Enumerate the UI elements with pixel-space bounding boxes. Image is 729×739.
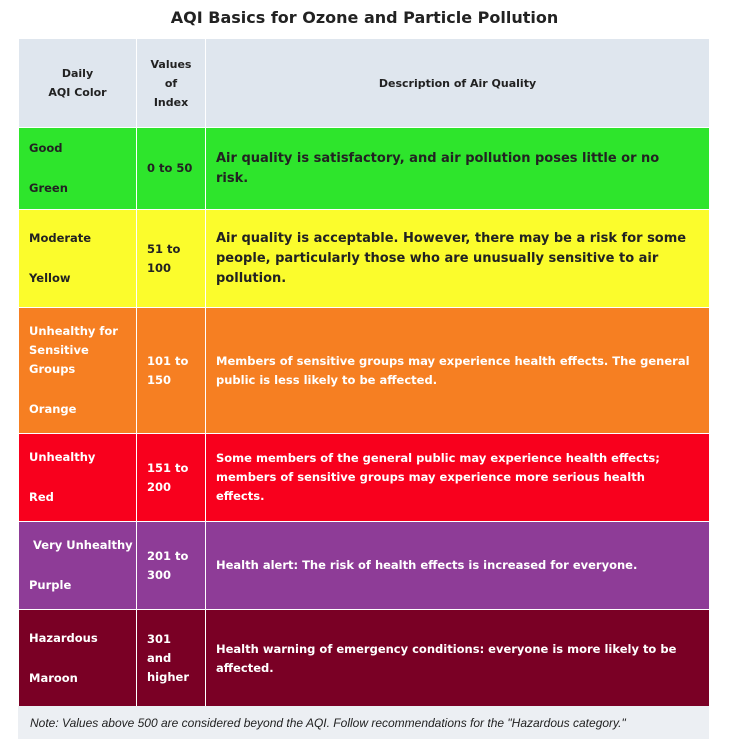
aqi-description: Members of sensitive groups may experience health effects. The general public is less likely to be affected. — [206, 308, 710, 434]
table-header-row — [19, 39, 710, 128]
table-row — [19, 128, 710, 210]
aqi-level-name: Groups — [29, 362, 76, 376]
aqi-color-name: Orange — [29, 402, 77, 416]
aqi-description: Some members of the general public may experience health effects; members of sensitive groups may experience more serious health effects. — [206, 434, 710, 522]
aqi-description: Air quality is satisfactory, and air pollution poses little or no risk. — [206, 128, 710, 210]
aqi-values-cell — [137, 210, 206, 308]
table-row — [19, 610, 710, 708]
aqi-level-name: Good — [29, 141, 63, 155]
header-col2-line: Values — [150, 57, 192, 71]
aqi-table — [18, 38, 710, 708]
aqi-color-name: Green — [29, 181, 68, 195]
aqi-level-name: Very Unhealthy — [29, 538, 133, 552]
aqi-level-cell — [19, 308, 137, 434]
aqi-value-range: 101 to — [147, 353, 189, 368]
header-col1-line: AQI Color — [48, 86, 107, 99]
header-values-of-index — [137, 39, 206, 128]
aqi-value-range: 201 to — [147, 548, 189, 563]
spacer — [29, 379, 126, 400]
aqi-values-cell — [137, 434, 206, 522]
aqi-description: Health alert: The risk of health effects is increased for everyone. — [206, 522, 710, 610]
aqi-level-name: Moderate — [29, 231, 92, 245]
header-col1-line: Daily — [61, 67, 94, 80]
footnote: Note: Values above 500 are considered beyond the AQI. Follow recommendations for the "Hazardous category." — [18, 706, 709, 739]
aqi-values-cell — [137, 128, 206, 210]
spacer — [29, 158, 126, 179]
table-row — [19, 522, 710, 610]
header-daily-aqi-color — [19, 39, 137, 128]
aqi-value-range: 151 to — [147, 460, 189, 475]
aqi-level-name: Hazardous — [29, 631, 98, 645]
aqi-values-cell — [137, 308, 206, 434]
aqi-value-range: 300 — [147, 567, 172, 582]
spacer — [29, 555, 126, 576]
header-col2-line: Index — [153, 95, 189, 109]
table-row — [19, 434, 710, 522]
aqi-value-range: 200 — [147, 479, 172, 494]
table-row — [19, 308, 710, 434]
aqi-level-name: Sensitive — [29, 343, 89, 357]
aqi-color-name: Yellow — [29, 271, 71, 285]
aqi-description: Health warning of emergency conditions: everyone is more likely to be affected. — [206, 610, 710, 708]
page-title: AQI Basics for Ozone and Particle Pollution — [170, 8, 559, 27]
aqi-color-name: Purple — [29, 578, 72, 592]
aqi-color-name: Red — [29, 490, 54, 504]
aqi-value-range: 51 to — [147, 241, 181, 256]
spacer — [29, 648, 126, 669]
header-description: Description of Air Quality — [206, 39, 710, 128]
aqi-value-range: 0 to 50 — [147, 161, 193, 175]
aqi-value-range: 301 and — [147, 632, 172, 665]
aqi-value-range: 100 — [147, 260, 172, 275]
spacer — [29, 248, 126, 269]
aqi-value-range: 150 — [147, 372, 172, 387]
aqi-level-cell — [19, 128, 137, 210]
aqi-level-cell — [19, 522, 137, 610]
aqi-values-cell — [137, 610, 206, 708]
aqi-description: Air quality is acceptable. However, there may be a risk for some people, particularly those who are unusually sensitive to air pollution. — [206, 210, 710, 308]
aqi-value-range: higher — [147, 670, 190, 684]
aqi-color-name: Maroon — [29, 671, 78, 685]
aqi-level-name: Unhealthy for — [29, 324, 118, 338]
spacer — [29, 467, 126, 488]
header-col2-line: of — [164, 76, 178, 90]
aqi-level-name: Unhealthy — [29, 450, 96, 464]
aqi-level-cell — [19, 610, 137, 708]
aqi-level-cell — [19, 434, 137, 522]
table-row — [19, 210, 710, 308]
aqi-level-cell — [19, 210, 137, 308]
aqi-values-cell — [137, 522, 206, 610]
